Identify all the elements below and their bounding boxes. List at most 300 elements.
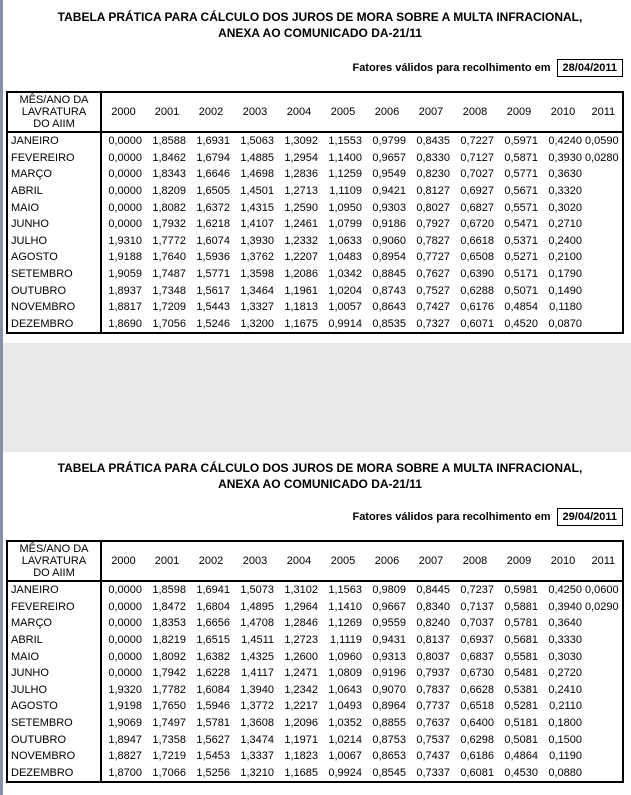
factor-cell: 0,9559 [372, 617, 406, 630]
month-year-header-line: LAVRATURA [21, 106, 87, 118]
month-cell: MAIO [7, 199, 101, 216]
factor-cell: 1,0809 [328, 667, 362, 680]
year-header: 2001 [145, 92, 189, 132]
factor-cell: 0,4250 [548, 584, 582, 597]
table-row [7, 249, 623, 266]
month-cell: MARÇO [7, 166, 101, 183]
factor-cell: 1,6646 [196, 168, 230, 181]
year-header: 2005 [321, 92, 365, 132]
factor-cell: 0,8330 [416, 151, 450, 164]
factor-cell: 1,5617 [196, 284, 230, 297]
factor-cell: 1,5443 [196, 301, 230, 314]
factor-cell: 0,8535 [365, 316, 409, 334]
factor-cell: 1,2836 [284, 168, 318, 181]
factor-cell: 0,9799 [372, 135, 406, 148]
factor-cell: 0,8037 [416, 650, 450, 663]
factor-cell [585, 249, 623, 266]
month-cell: AGOSTO [7, 698, 101, 715]
factor-cell: 1,5256 [189, 765, 233, 783]
factor-cell: 0,1190 [549, 750, 582, 763]
factor-cell: 0,8954 [372, 251, 406, 264]
factor-cell: 1,8598 [152, 584, 186, 597]
factor-cell: 0,9186 [372, 218, 406, 231]
month-year-header [7, 92, 101, 132]
table-block-2 [3, 452, 631, 795]
factor-cell: 1,4315 [240, 201, 274, 214]
factor-cell: 0,5571 [504, 201, 538, 214]
factor-cell: 0,4854 [504, 301, 538, 314]
factor-cell: 1,8343 [152, 168, 186, 181]
factor-cell: 0,0000 [101, 183, 145, 200]
factor-cell: 1,8092 [152, 650, 186, 663]
table-title-line1: TABELA PRÁTICA PARA CÁLCULO DOS JUROS DE MORA SOBRE A MULTA INFRACIONAL, [57, 10, 583, 24]
month-cell: OUTUBRO [7, 282, 101, 299]
table-row [7, 599, 623, 616]
factor-cell: 0,0600 [585, 581, 623, 599]
table-title-line2: ANEXA AO COMUNICADO DA-21/11 [218, 26, 422, 40]
year-header: 2008 [453, 541, 497, 581]
factor-cell: 1,6656 [196, 617, 230, 630]
factor-cell: 0,0000 [101, 132, 145, 150]
factor-cell [585, 698, 623, 715]
factor-cell: 0,7737 [416, 700, 450, 713]
factor-cell: 0,6298 [460, 733, 494, 746]
month-cell: JUNHO [7, 665, 101, 682]
factor-cell: 1,6228 [196, 667, 230, 680]
month-cell: MARÇO [7, 615, 101, 632]
table-row [7, 648, 623, 665]
factor-cell: 1,4698 [240, 168, 274, 181]
factor-cell: 0,6508 [460, 251, 494, 264]
factor-cell [585, 731, 623, 748]
factor-cell: 0,7427 [416, 301, 450, 314]
factor-cell: 1,2954 [284, 151, 318, 164]
factor-cell: 0,7827 [416, 234, 450, 247]
factor-cell: 0,8435 [416, 135, 450, 148]
factor-cell: 0,9549 [372, 168, 406, 181]
year-header: 2003 [233, 92, 277, 132]
factor-cell: 0,4240 [548, 135, 582, 148]
factor-cell: 0,6288 [460, 284, 494, 297]
factor-cell: 1,9320 [101, 682, 145, 699]
table-row [7, 199, 623, 216]
factor-cell [585, 715, 623, 732]
factor-cell: 0,5181 [504, 717, 538, 730]
factor-cell: 0,0590 [585, 132, 623, 150]
factor-cell: 0,7037 [460, 617, 494, 630]
year-header: 2000 [101, 541, 145, 581]
valid-date-row [352, 507, 623, 527]
factor-cell: 1,4895 [240, 600, 274, 613]
year-header: 2008 [453, 92, 497, 132]
factor-cell: 1,1410 [328, 600, 362, 613]
factor-cell: 1,1109 [329, 185, 362, 198]
table-row [7, 316, 623, 334]
factor-cell: 0,7437 [416, 750, 450, 763]
factor-cell: 1,7782 [152, 683, 186, 696]
factor-cell: 1,2600 [284, 650, 318, 663]
factor-cell: 1,7219 [152, 750, 186, 763]
factor-cell: 0,5271 [504, 251, 538, 264]
factor-cell: 0,8964 [372, 700, 406, 713]
factor-cell: 1,0643 [328, 683, 362, 696]
month-cell: OUTUBRO [7, 731, 101, 748]
month-cell: AGOSTO [7, 249, 101, 266]
factor-cell: 0,1800 [548, 717, 582, 730]
factor-cell: 1,0493 [328, 700, 362, 713]
factor-cell: 0,7637 [416, 717, 450, 730]
table-row [7, 150, 623, 167]
factor-cell: 0,5971 [504, 135, 538, 148]
factor-cell: 1,9310 [101, 233, 145, 250]
factor-cell: 0,3330 [548, 634, 582, 647]
factor-cell: 1,2332 [284, 234, 318, 247]
factor-cell: 1,2461 [284, 218, 318, 231]
factor-cell: 1,5771 [196, 268, 230, 281]
factor-cell: 1,4885 [240, 151, 274, 164]
factor-cell: 0,8230 [416, 168, 450, 181]
valid-date: 28/04/2011 [557, 59, 623, 77]
year-header: 2011 [585, 541, 623, 581]
factor-cell: 1,1553 [328, 135, 362, 148]
year-header: 2006 [365, 92, 409, 132]
table-row [7, 132, 623, 150]
factor-cell: 0,5781 [504, 617, 538, 630]
table-row [7, 748, 623, 765]
factor-cell: 1,1685 [277, 765, 321, 783]
factor-cell [585, 199, 623, 216]
factor-cell: 0,3030 [548, 650, 582, 663]
factor-cell: 1,9198 [101, 698, 145, 715]
factor-cell: 1,4117 [241, 667, 274, 680]
factor-cell: 0,1790 [548, 268, 582, 281]
factor-cell: 0,7837 [416, 683, 450, 696]
factor-cell: 1,7497 [152, 717, 186, 730]
factor-cell: 0,6628 [460, 683, 494, 696]
factor-cell: 1,7942 [152, 667, 186, 680]
factor-cell: 1,5627 [196, 733, 230, 746]
month-year-header-line: LAVRATURA [21, 555, 87, 567]
month-year-header-line: MÊS/ANO DA [19, 94, 89, 106]
month-cell: ABRIL [7, 183, 101, 200]
factor-cell: 0,8545 [365, 765, 409, 783]
factor-cell [585, 316, 623, 334]
table-row [7, 266, 623, 283]
factor-cell: 1,3327 [240, 301, 274, 314]
factor-cell: 0,8027 [416, 201, 450, 214]
factor-cell: 0,7937 [416, 667, 450, 680]
factor-cell: 0,9070 [372, 683, 406, 696]
factor-cell: 1,2342 [284, 683, 318, 696]
factor-cell: 1,2713 [284, 185, 318, 198]
factor-cell: 1,0799 [328, 218, 362, 231]
factor-cell: 0,8137 [416, 634, 450, 647]
factor-cell [585, 615, 623, 632]
factor-cell: 0,9431 [372, 634, 406, 647]
factor-cell: 0,6618 [460, 234, 494, 247]
factor-cell: 0,9313 [372, 650, 406, 663]
factor-cell: 1,3598 [240, 268, 274, 281]
factor-cell: 1,2846 [284, 617, 318, 630]
factor-cell: 0,5171 [504, 268, 538, 281]
year-header: 2001 [145, 541, 189, 581]
factor-cell: 1,0483 [328, 251, 362, 264]
factor-cell: 1,8700 [101, 765, 145, 783]
factor-cell: 0,8653 [372, 750, 406, 763]
table-title-line1: TABELA PRÁTICA PARA CÁLCULO DOS JUROS DE MORA SOBRE A MULTA INFRACIONAL, [57, 461, 583, 475]
factor-cell: 0,9657 [372, 151, 406, 164]
table-block-1 [3, 0, 631, 343]
factor-cell: 1,3762 [240, 251, 274, 264]
factor-cell: 0,7337 [409, 765, 453, 783]
factor-cell: 0,7327 [409, 316, 453, 334]
factor-cell: 0,9196 [372, 667, 406, 680]
year-header: 2009 [497, 92, 541, 132]
table-row [7, 632, 623, 649]
factor-cell: 1,4501 [240, 185, 274, 198]
factor-cell: 1,3200 [233, 316, 277, 334]
factor-cell: 1,1823 [284, 750, 318, 763]
table-title-line2: ANEXA AO COMUNICADO DA-21/11 [218, 477, 422, 491]
table-row [7, 183, 623, 200]
factor-cell: 1,6372 [196, 201, 230, 214]
table-row [7, 581, 623, 599]
factor-cell: 0,2110 [549, 700, 582, 713]
factor-cell: 1,6794 [196, 151, 230, 164]
factor-cell: 1,0057 [328, 301, 362, 314]
factor-cell: 0,0000 [101, 665, 145, 682]
factor-cell: 1,7056 [145, 316, 189, 334]
factor-cell: 0,7537 [416, 733, 450, 746]
factor-cell: 0,2100 [548, 251, 582, 264]
factor-cell: 1,6074 [196, 234, 230, 247]
factor-cell: 0,0000 [101, 150, 145, 167]
factor-cell: 1,0633 [328, 234, 362, 247]
table-row [7, 682, 623, 699]
factor-cell: 0,6837 [460, 650, 494, 663]
factor-cell: 1,3210 [233, 765, 277, 783]
factor-cell: 1,6941 [196, 584, 230, 597]
year-header: 2005 [321, 541, 365, 581]
factor-cell: 1,1400 [328, 151, 362, 164]
factor-cell: 0,2410 [548, 683, 582, 696]
factor-cell: 0,5081 [504, 733, 538, 746]
month-year-header-line: MÊS/ANO DA [19, 543, 89, 555]
factor-cell: 0,7137 [460, 600, 494, 613]
factor-cell [585, 183, 623, 200]
factor-cell: 1,2723 [284, 634, 318, 647]
table-row [7, 765, 623, 783]
factor-cell: 1,2471 [284, 667, 318, 680]
factor-cell: 0,9060 [372, 234, 406, 247]
factor-cell [585, 216, 623, 233]
factor-cell: 1,9188 [101, 249, 145, 266]
factor-cell: 1,8219 [152, 634, 186, 647]
factor-cell: 0,9667 [372, 600, 406, 613]
factor-cell: 0,6081 [453, 765, 497, 783]
factor-cell: 1,1269 [328, 617, 362, 630]
year-header: 2010 [541, 92, 585, 132]
factor-cell: 1,1813 [284, 301, 318, 314]
valid-label: Fatores válidos para recolhimento em [352, 62, 551, 74]
factor-cell: 0,8127 [416, 185, 450, 198]
factor-cell: 0,0000 [101, 166, 145, 183]
factor-cell: 1,2217 [284, 700, 318, 713]
factor-cell: 1,8817 [101, 299, 145, 316]
factor-cell [585, 665, 623, 682]
month-cell: MAIO [7, 648, 101, 665]
factor-cell [585, 299, 623, 316]
factor-cell: 1,7772 [152, 234, 186, 247]
factor-cell: 0,9809 [372, 584, 406, 597]
factor-cell: 0,6937 [460, 634, 494, 647]
factor-cell: 1,8353 [152, 617, 186, 630]
factor-cell: 1,8827 [101, 748, 145, 765]
table-row [7, 233, 623, 250]
factor-cell: 1,9059 [101, 266, 145, 283]
factor-cell: 0,5281 [504, 700, 538, 713]
factor-cell: 1,5946 [196, 700, 230, 713]
factor-cell: 1,3608 [240, 717, 274, 730]
factor-cell: 0,2710 [548, 218, 582, 231]
month-cell: SETEMBRO [7, 266, 101, 283]
factor-cell: 0,2720 [548, 667, 582, 680]
factor-cell: 0,6176 [460, 301, 494, 314]
factor-cell: 1,0214 [328, 733, 362, 746]
factor-cell: 1,0352 [328, 717, 362, 730]
factor-cell: 0,0000 [101, 648, 145, 665]
factor-cell: 1,1119 [329, 634, 362, 647]
year-header: 2004 [277, 541, 321, 581]
factor-cell: 0,5381 [504, 683, 538, 696]
factor-cell: 0,3640 [548, 617, 582, 630]
factor-cell: 0,1490 [548, 284, 582, 297]
factor-cell: 1,7640 [152, 251, 186, 264]
factor-cell: 0,8855 [372, 717, 406, 730]
factor-cell: 1,7650 [152, 700, 186, 713]
factor-cell: 1,6084 [196, 683, 230, 696]
factor-cell: 1,1971 [284, 733, 318, 746]
factor-cell: 0,8753 [372, 733, 406, 746]
factor-cell: 1,2590 [284, 201, 318, 214]
factor-cell: 0,8240 [416, 617, 450, 630]
year-header: 2010 [541, 541, 585, 581]
factor-cell: 0,2400 [548, 234, 582, 247]
year-header: 2009 [497, 541, 541, 581]
factor-cell: 1,5246 [189, 316, 233, 334]
month-cell: ABRIL [7, 632, 101, 649]
factor-cell: 0,5681 [504, 634, 538, 647]
factor-cell: 1,0342 [328, 268, 362, 281]
factor-cell: 0,3930 [548, 151, 582, 164]
factor-cell: 1,1675 [277, 316, 321, 334]
factor-cell: 1,7932 [152, 218, 186, 231]
month-cell: JULHO [7, 682, 101, 699]
year-header: 2004 [277, 92, 321, 132]
factor-cell: 0,5471 [504, 218, 538, 231]
factor-cell: 1,3102 [284, 584, 318, 597]
factor-cell: 1,2207 [284, 251, 318, 264]
table-row [7, 615, 623, 632]
factor-cell: 0,9914 [321, 316, 365, 334]
year-header: 2000 [101, 92, 145, 132]
factor-cell: 0,0880 [541, 765, 585, 783]
header-row [7, 541, 623, 581]
factor-cell: 1,1259 [328, 168, 362, 181]
factor-cell: 1,1563 [328, 584, 362, 597]
factor-cell: 0,4530 [497, 765, 541, 783]
factor-cell: 1,4511 [241, 634, 274, 647]
page-gap [3, 343, 631, 452]
juros-table [6, 540, 624, 783]
factor-cell: 1,6218 [196, 218, 230, 231]
factor-cell: 0,0000 [101, 581, 145, 599]
factor-cell: 0,5871 [504, 151, 538, 164]
factor-cell: 1,1961 [284, 284, 318, 297]
factor-cell [585, 632, 623, 649]
factor-cell: 0,5671 [504, 185, 538, 198]
month-cell: DEZEMBRO [7, 316, 101, 334]
factor-cell: 0,7927 [416, 218, 450, 231]
month-cell: JULHO [7, 233, 101, 250]
factor-cell: 0,3020 [548, 201, 582, 214]
factor-cell: 1,2086 [284, 268, 318, 281]
factor-cell: 0,0280 [585, 150, 623, 167]
factor-cell: 1,6931 [196, 135, 230, 148]
factor-cell: 0,5371 [504, 234, 538, 247]
valid-date: 29/04/2011 [557, 508, 623, 526]
factor-cell: 0,1500 [548, 733, 582, 746]
factor-cell: 1,6382 [196, 650, 230, 663]
month-cell: FEVEREIRO [7, 599, 101, 616]
factor-cell: 0,0000 [101, 615, 145, 632]
factor-cell [585, 748, 623, 765]
month-cell: JUNHO [7, 216, 101, 233]
factor-cell: 1,5063 [240, 135, 274, 148]
year-header: 2003 [233, 541, 277, 581]
factor-cell: 1,4107 [240, 218, 274, 231]
factor-cell: 0,5481 [504, 667, 538, 680]
factor-cell [585, 233, 623, 250]
factor-cell: 0,0870 [541, 316, 585, 334]
factor-cell: 1,5453 [196, 750, 230, 763]
factor-cell: 0,7127 [460, 151, 494, 164]
month-cell: JANEIRO [7, 132, 101, 150]
factor-cell: 1,7348 [152, 284, 186, 297]
factor-cell: 1,3930 [240, 234, 274, 247]
factor-cell: 1,8690 [101, 316, 145, 334]
factor-cell: 1,8937 [101, 282, 145, 299]
factor-cell: 0,0000 [101, 199, 145, 216]
factor-cell: 0,6390 [460, 268, 494, 281]
factor-cell: 0,8340 [416, 600, 450, 613]
factor-cell: 0,5981 [504, 584, 538, 597]
factor-cell: 1,3464 [240, 284, 274, 297]
table-row [7, 216, 623, 233]
factor-cell: 0,6071 [453, 316, 497, 334]
factor-cell: 0,0290 [585, 599, 623, 616]
factor-cell: 0,9924 [321, 765, 365, 783]
table-row [7, 715, 623, 732]
month-cell: FEVEREIRO [7, 150, 101, 167]
factor-cell: 0,7527 [416, 284, 450, 297]
factor-cell [585, 282, 623, 299]
factor-cell: 0,6827 [460, 201, 494, 214]
factor-cell: 0,6186 [460, 750, 494, 763]
factor-cell [585, 765, 623, 783]
factor-cell: 1,4708 [240, 617, 274, 630]
table-row [7, 166, 623, 183]
